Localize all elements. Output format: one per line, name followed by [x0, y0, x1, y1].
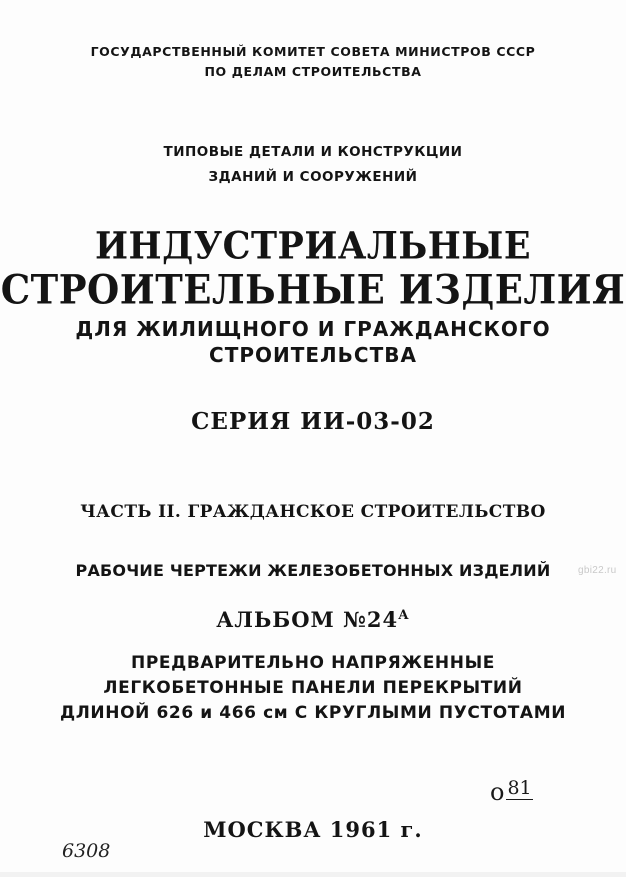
- description-line-3: ДЛИНОЙ 626 и 466 см С КРУГЛЫМИ ПУСТОТАМИ: [59, 703, 567, 723]
- series-label: СЕРИЯ ИИ-03-02: [191, 408, 435, 435]
- title-line-1: ИНДУСТРИАЛЬНЫЕ: [94, 223, 532, 268]
- handwritten-stamp: [490, 778, 533, 806]
- subheading-block: [0, 140, 626, 190]
- album-number: АЛЬБОМ №24: [216, 607, 399, 632]
- working-drawings-label: РАБОЧИЕ ЧЕРТЕЖИ ЖЕЛЕЗОБЕТОННЫХ ИЗДЕЛИЙ: [75, 561, 551, 580]
- purpose-line-1: ДЛЯ ЖИЛИЩНОГО И ГРАЖДАНСКОГО: [75, 317, 551, 341]
- handwritten-number: 81: [507, 777, 532, 799]
- purpose-line-2: СТРОИТЕЛЬСТВА: [209, 343, 417, 367]
- bottom-left-stamp: 6308: [62, 840, 111, 862]
- album-superscript: А: [398, 608, 410, 623]
- handwritten-prefix: о: [490, 778, 505, 806]
- imprint-label: МОСКВА 1961 г.: [203, 817, 423, 842]
- organization-line-2: ПО ДЕЛАМ СТРОИТЕЛЬСТВА: [204, 64, 422, 79]
- page-edge: [0, 872, 626, 877]
- watermark: gbi22.ru: [578, 565, 617, 576]
- description-line-2: ЛЕГКОБЕТОННЫЕ ПАНЕЛИ ПЕРЕКРЫТИЙ: [103, 678, 523, 698]
- page-title: [0, 223, 626, 314]
- title-line-2: СТРОИТЕЛЬНЫЕ ИЗДЕЛИЯ: [0, 265, 626, 314]
- description-line-1: ПРЕДВАРИТЕЛЬНО НАПРЯЖЕННЫЕ: [131, 653, 495, 673]
- organization-block: [0, 42, 626, 82]
- description-block: [0, 651, 626, 726]
- subheading-line-1: ТИПОВЫЕ ДЕТАЛИ И КОНСТРУКЦИИ: [163, 144, 463, 160]
- organization-line-1: ГОСУДАРСТВЕННЫЙ КОМИТЕТ СОВЕТА МИНИСТРОВ СССР: [90, 44, 536, 59]
- part-label: ЧАСТЬ II. ГРАЖДАНСКОЕ СТРОИТЕЛЬСТВО: [80, 502, 546, 522]
- subheading-line-2: ЗДАНИЙ И СООРУЖЕНИЙ: [208, 169, 418, 185]
- album-label: [0, 607, 626, 632]
- purpose-block: [0, 316, 626, 368]
